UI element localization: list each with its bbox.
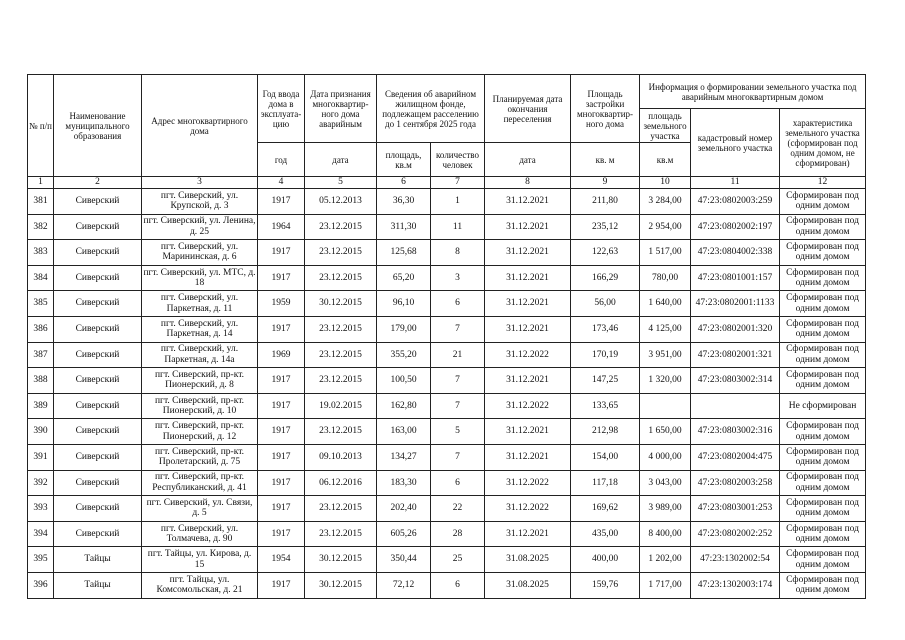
cell-year-built: 1917 <box>258 572 305 598</box>
cell-recognition-date: 23.12.2015 <box>305 240 377 266</box>
cell-address: пгт. Сиверский, ул. Марининская, д. 6 <box>142 240 258 266</box>
cell-cadastral-number: 47:23:0804002:338 <box>691 240 780 266</box>
col-header-built-area: Площадь застройки многоквартир-ного дома <box>571 75 640 143</box>
cell-cadastral-number: 47:23:0801001:157 <box>691 265 780 291</box>
cell-built-area: 211,80 <box>571 189 640 215</box>
cell-year-built: 1959 <box>258 291 305 317</box>
cell-land-area <box>640 393 691 419</box>
cell-address: пгт. Сиверский, пр-кт. Пионерский, д. 10 <box>142 393 258 419</box>
col-header-recognition-date: Дата признания многоквартир-ного дома аварийным <box>305 75 377 143</box>
cell-people-count: 7 <box>431 444 485 470</box>
cell-area: 355,20 <box>377 342 431 368</box>
cell-recognition-date: 30.12.2015 <box>305 547 377 573</box>
table-row <box>28 444 866 470</box>
cell-planned-date: 31.08.2025 <box>485 572 571 598</box>
cell-area: 311,30 <box>377 214 431 240</box>
column-number: 5 <box>305 177 377 189</box>
cell-area: 183,30 <box>377 470 431 496</box>
cell-land-characteristic: Сформирован под одним домом <box>780 265 866 291</box>
column-number: 6 <box>377 177 431 189</box>
cell-built-area: 133,65 <box>571 393 640 419</box>
cell-row-number: 384 <box>28 265 54 291</box>
cell-people-count: 6 <box>431 291 485 317</box>
cell-municipality: Сиверский <box>54 291 142 317</box>
cell-planned-date: 31.12.2021 <box>485 265 571 291</box>
cell-land-characteristic: Сформирован под одним домом <box>780 342 866 368</box>
cell-built-area: 147,25 <box>571 368 640 394</box>
cell-built-area: 166,29 <box>571 265 640 291</box>
cell-row-number: 395 <box>28 547 54 573</box>
column-number: 12 <box>780 177 866 189</box>
cell-year-built: 1917 <box>258 368 305 394</box>
cell-year-built: 1917 <box>258 393 305 419</box>
cell-row-number: 394 <box>28 521 54 547</box>
cell-recognition-date: 09.10.2013 <box>305 444 377 470</box>
cell-cadastral-number: 47:23:0802001:321 <box>691 342 780 368</box>
cell-address: пгт. Сиверский, ул. МТС, д. 18 <box>142 265 258 291</box>
table-row <box>28 291 866 317</box>
cell-people-count: 1 <box>431 189 485 215</box>
cell-area: 350,44 <box>377 547 431 573</box>
cell-planned-date: 31.12.2022 <box>485 470 571 496</box>
cell-land-characteristic: Сформирован под одним домом <box>780 521 866 547</box>
cell-recognition-date: 23.12.2015 <box>305 368 377 394</box>
cell-land-area: 4 125,00 <box>640 316 691 342</box>
cell-people-count: 22 <box>431 496 485 522</box>
cell-cadastral-number: 47:23:0803001:253 <box>691 496 780 522</box>
cell-municipality: Сиверский <box>54 419 142 445</box>
cell-built-area: 122,63 <box>571 240 640 266</box>
cell-year-built: 1969 <box>258 342 305 368</box>
unit-sqm-land: кв.м <box>640 143 691 177</box>
cell-year-built: 1917 <box>258 444 305 470</box>
cell-address: пгт. Тайцы, ул. Комсомольская, д. 21 <box>142 572 258 598</box>
cell-recognition-date: 23.12.2015 <box>305 342 377 368</box>
cell-area: 65,20 <box>377 265 431 291</box>
cell-municipality: Сиверский <box>54 240 142 266</box>
cell-year-built: 1917 <box>258 265 305 291</box>
cell-people-count: 21 <box>431 342 485 368</box>
cell-cadastral-number: 47:23:0803002:316 <box>691 419 780 445</box>
unit-people: количество человек <box>431 143 485 177</box>
cell-land-characteristic: Сформирован под одним домом <box>780 316 866 342</box>
cell-land-characteristic: Сформирован под одним домом <box>780 419 866 445</box>
table-row <box>28 572 866 598</box>
column-number: 9 <box>571 177 640 189</box>
unit-sqm-built: кв. м <box>571 143 640 177</box>
cell-planned-date: 31.12.2021 <box>485 419 571 445</box>
col-header-no: № п/п <box>28 75 54 177</box>
table-row <box>28 265 866 291</box>
table-row <box>28 547 866 573</box>
cell-area: 96,10 <box>377 291 431 317</box>
cell-cadastral-number: 47:23:0802001:320 <box>691 316 780 342</box>
cell-row-number: 382 <box>28 214 54 240</box>
cell-address: пгт. Тайцы, ул. Кирова, д. 15 <box>142 547 258 573</box>
cell-planned-date: 31.12.2022 <box>485 496 571 522</box>
cell-people-count: 28 <box>431 521 485 547</box>
cell-built-area: 159,76 <box>571 572 640 598</box>
cell-recognition-date: 30.12.2015 <box>305 572 377 598</box>
column-number: 4 <box>258 177 305 189</box>
cell-planned-date: 31.08.2025 <box>485 547 571 573</box>
cell-planned-date: 31.12.2021 <box>485 214 571 240</box>
cell-planned-date: 31.12.2021 <box>485 240 571 266</box>
cell-area: 125,68 <box>377 240 431 266</box>
cell-address: пгт. Сиверский, ул. Паркетная, д. 14 <box>142 316 258 342</box>
column-number: 10 <box>640 177 691 189</box>
cell-row-number: 391 <box>28 444 54 470</box>
cell-area: 179,00 <box>377 316 431 342</box>
cell-address: пгт. Сиверский, пр-кт. Республиканский, д. 41 <box>142 470 258 496</box>
cell-people-count: 8 <box>431 240 485 266</box>
cell-cadastral-number: 47:23:0802002:252 <box>691 521 780 547</box>
cell-people-count: 7 <box>431 316 485 342</box>
cell-built-area: 117,18 <box>571 470 640 496</box>
cell-municipality: Тайцы <box>54 572 142 598</box>
cell-address: пгт. Сиверский, ул. Паркетная, д. 14а <box>142 342 258 368</box>
emergency-housing-table <box>27 74 866 599</box>
cell-municipality: Сиверский <box>54 470 142 496</box>
cell-area: 605,26 <box>377 521 431 547</box>
cell-area: 72,12 <box>377 572 431 598</box>
cell-land-area: 8 400,00 <box>640 521 691 547</box>
cell-row-number: 396 <box>28 572 54 598</box>
cell-row-number: 390 <box>28 419 54 445</box>
unit-date-planned: дата <box>485 143 571 177</box>
cell-area: 202,40 <box>377 496 431 522</box>
cell-cadastral-number: 47:23:0802004:475 <box>691 444 780 470</box>
col-header-municipality: Наименование муниципального образования <box>54 75 142 177</box>
cell-cadastral-number: 47:23:0802002:197 <box>691 214 780 240</box>
col-header-characteristic: характеристика земельного участка (сформирован под одним домом, не сформирован) <box>780 109 866 177</box>
cell-row-number: 383 <box>28 240 54 266</box>
cell-recognition-date: 19.02.2015 <box>305 393 377 419</box>
table-row <box>28 496 866 522</box>
col-header-land-info: Информация о формировании земельного участка под аварийным многоквартирным домом <box>640 75 866 109</box>
cell-row-number: 393 <box>28 496 54 522</box>
cell-recognition-date: 23.12.2015 <box>305 214 377 240</box>
cell-built-area: 212,98 <box>571 419 640 445</box>
cell-planned-date: 31.12.2022 <box>485 393 571 419</box>
cell-land-area: 780,00 <box>640 265 691 291</box>
cell-municipality: Сиверский <box>54 368 142 394</box>
cell-people-count: 6 <box>431 572 485 598</box>
cell-built-area: 170,19 <box>571 342 640 368</box>
table-row <box>28 470 866 496</box>
cell-land-characteristic: Сформирован под одним домом <box>780 572 866 598</box>
cell-land-characteristic: Не сформирован <box>780 393 866 419</box>
cell-year-built: 1917 <box>258 189 305 215</box>
table-row <box>28 368 866 394</box>
column-number: 1 <box>28 177 54 189</box>
col-header-emergency-info: Сведения об аварийном жилищном фонде, подлежащем расселению до 1 сентября 2025 года <box>377 75 485 143</box>
column-number: 3 <box>142 177 258 189</box>
col-header-year-built: Год ввода дома в эксплуата-цию <box>258 75 305 143</box>
cell-land-area: 1 717,00 <box>640 572 691 598</box>
cell-land-characteristic: Сформирован под одним домом <box>780 547 866 573</box>
cell-planned-date: 31.12.2021 <box>485 189 571 215</box>
cell-municipality: Сиверский <box>54 393 142 419</box>
cell-cadastral-number <box>691 393 780 419</box>
cell-area: 100,50 <box>377 368 431 394</box>
cell-row-number: 389 <box>28 393 54 419</box>
cell-address: пгт. Сиверский, пр-кт. Пролетарский, д. 75 <box>142 444 258 470</box>
cell-land-characteristic: Сформирован под одним домом <box>780 444 866 470</box>
cell-land-area: 1 640,00 <box>640 291 691 317</box>
cell-built-area: 235,12 <box>571 214 640 240</box>
cell-municipality: Сиверский <box>54 444 142 470</box>
cell-cadastral-number: 47:23:0802001:1133 <box>691 291 780 317</box>
cell-land-area: 3 989,00 <box>640 496 691 522</box>
cell-planned-date: 31.12.2021 <box>485 368 571 394</box>
cell-recognition-date: 23.12.2015 <box>305 419 377 445</box>
cell-land-characteristic: Сформирован под одним домом <box>780 291 866 317</box>
col-header-planned-date: Планируемая дата окончания переселения <box>485 75 571 143</box>
cell-people-count: 6 <box>431 470 485 496</box>
cell-people-count: 3 <box>431 265 485 291</box>
cell-cadastral-number: 47:23:1302002:54 <box>691 547 780 573</box>
column-number: 7 <box>431 177 485 189</box>
table-row <box>28 316 866 342</box>
cell-land-area: 4 000,00 <box>640 444 691 470</box>
cell-row-number: 386 <box>28 316 54 342</box>
cell-land-characteristic: Сформирован под одним домом <box>780 240 866 266</box>
cell-planned-date: 31.12.2021 <box>485 291 571 317</box>
cell-year-built: 1917 <box>258 521 305 547</box>
cell-land-characteristic: Сформирован под одним домом <box>780 368 866 394</box>
cell-built-area: 169,62 <box>571 496 640 522</box>
cell-municipality: Сиверский <box>54 342 142 368</box>
cell-land-area: 2 954,00 <box>640 214 691 240</box>
cell-address: пгт. Сиверский, ул. Паркетная, д. 11 <box>142 291 258 317</box>
cell-year-built: 1917 <box>258 240 305 266</box>
cell-address: пгт. Сиверский, ул. Крупской, д. 3 <box>142 189 258 215</box>
cell-year-built: 1964 <box>258 214 305 240</box>
table-row <box>28 342 866 368</box>
cell-municipality: Сиверский <box>54 316 142 342</box>
cell-people-count: 25 <box>431 547 485 573</box>
cell-row-number: 385 <box>28 291 54 317</box>
cell-municipality: Сиверский <box>54 521 142 547</box>
document-sheet <box>27 74 866 599</box>
cell-recognition-date: 23.12.2015 <box>305 265 377 291</box>
column-number: 11 <box>691 177 780 189</box>
cell-land-area: 1 202,00 <box>640 547 691 573</box>
cell-municipality: Сиверский <box>54 265 142 291</box>
cell-area: 163,00 <box>377 419 431 445</box>
cell-year-built: 1917 <box>258 419 305 445</box>
cell-recognition-date: 05.12.2013 <box>305 189 377 215</box>
cell-land-area: 1 650,00 <box>640 419 691 445</box>
cell-land-area: 3 951,00 <box>640 342 691 368</box>
col-header-address: Адрес многоквартирного дома <box>142 75 258 177</box>
col-header-land-area: площадь земельного участка <box>640 109 691 143</box>
table-row <box>28 393 866 419</box>
unit-area: площадь, кв.м <box>377 143 431 177</box>
column-number: 2 <box>54 177 142 189</box>
cell-area: 162,80 <box>377 393 431 419</box>
cell-year-built: 1917 <box>258 496 305 522</box>
cell-recognition-date: 23.12.2015 <box>305 316 377 342</box>
cell-municipality: Сиверский <box>54 189 142 215</box>
cell-row-number: 381 <box>28 189 54 215</box>
cell-row-number: 387 <box>28 342 54 368</box>
unit-year: год <box>258 143 305 177</box>
cell-built-area: 56,00 <box>571 291 640 317</box>
cell-municipality: Тайцы <box>54 547 142 573</box>
cell-built-area: 173,46 <box>571 316 640 342</box>
cell-people-count: 11 <box>431 214 485 240</box>
cell-recognition-date: 23.12.2015 <box>305 496 377 522</box>
cell-address: пгт. Сиверский, пр-кт. Пионерский, д. 8 <box>142 368 258 394</box>
cell-land-characteristic: Сформирован под одним домом <box>780 470 866 496</box>
cell-people-count: 7 <box>431 368 485 394</box>
cell-built-area: 435,00 <box>571 521 640 547</box>
cell-people-count: 5 <box>431 419 485 445</box>
table-row <box>28 214 866 240</box>
cell-year-built: 1917 <box>258 316 305 342</box>
cell-land-area: 3 284,00 <box>640 189 691 215</box>
cell-land-area: 3 043,00 <box>640 470 691 496</box>
cell-land-area: 1 320,00 <box>640 368 691 394</box>
cell-built-area: 400,00 <box>571 547 640 573</box>
cell-people-count: 7 <box>431 393 485 419</box>
cell-address: пгт. Сиверский, ул. Толмачева, д. 90 <box>142 521 258 547</box>
cell-cadastral-number: 47:23:0802003:258 <box>691 470 780 496</box>
column-number: 8 <box>485 177 571 189</box>
cell-land-characteristic: Сформирован под одним домом <box>780 496 866 522</box>
cell-area: 36,30 <box>377 189 431 215</box>
cell-row-number: 392 <box>28 470 54 496</box>
cell-land-area: 1 517,00 <box>640 240 691 266</box>
cell-address: пгт. Сиверский, ул. Связи, д. 5 <box>142 496 258 522</box>
cell-land-characteristic: Сформирован под одним домом <box>780 214 866 240</box>
cell-cadastral-number: 47:23:1302003:174 <box>691 572 780 598</box>
col-header-cadastral: кадастровый номер земельного участка <box>691 109 780 177</box>
cell-year-built: 1954 <box>258 547 305 573</box>
cell-area: 134,27 <box>377 444 431 470</box>
cell-planned-date: 31.12.2021 <box>485 521 571 547</box>
cell-address: пгт. Сиверский, ул. Ленина, д. 25 <box>142 214 258 240</box>
cell-planned-date: 31.12.2021 <box>485 444 571 470</box>
table-row <box>28 189 866 215</box>
cell-recognition-date: 06.12.2016 <box>305 470 377 496</box>
cell-recognition-date: 23.12.2015 <box>305 521 377 547</box>
cell-cadastral-number: 47:23:0802003:259 <box>691 189 780 215</box>
table-row <box>28 419 866 445</box>
cell-planned-date: 31.12.2022 <box>485 342 571 368</box>
cell-municipality: Сиверский <box>54 214 142 240</box>
cell-address: пгт. Сиверский, пр-кт. Пионерский, д. 12 <box>142 419 258 445</box>
cell-municipality: Сиверский <box>54 496 142 522</box>
column-number-row <box>28 177 866 189</box>
cell-row-number: 388 <box>28 368 54 394</box>
cell-cadastral-number: 47:23:0803002:314 <box>691 368 780 394</box>
table-row <box>28 240 866 266</box>
cell-land-characteristic: Сформирован под одним домом <box>780 189 866 215</box>
table-row <box>28 521 866 547</box>
cell-planned-date: 31.12.2021 <box>485 316 571 342</box>
cell-year-built: 1917 <box>258 470 305 496</box>
cell-built-area: 154,00 <box>571 444 640 470</box>
cell-recognition-date: 30.12.2015 <box>305 291 377 317</box>
unit-date: дата <box>305 143 377 177</box>
